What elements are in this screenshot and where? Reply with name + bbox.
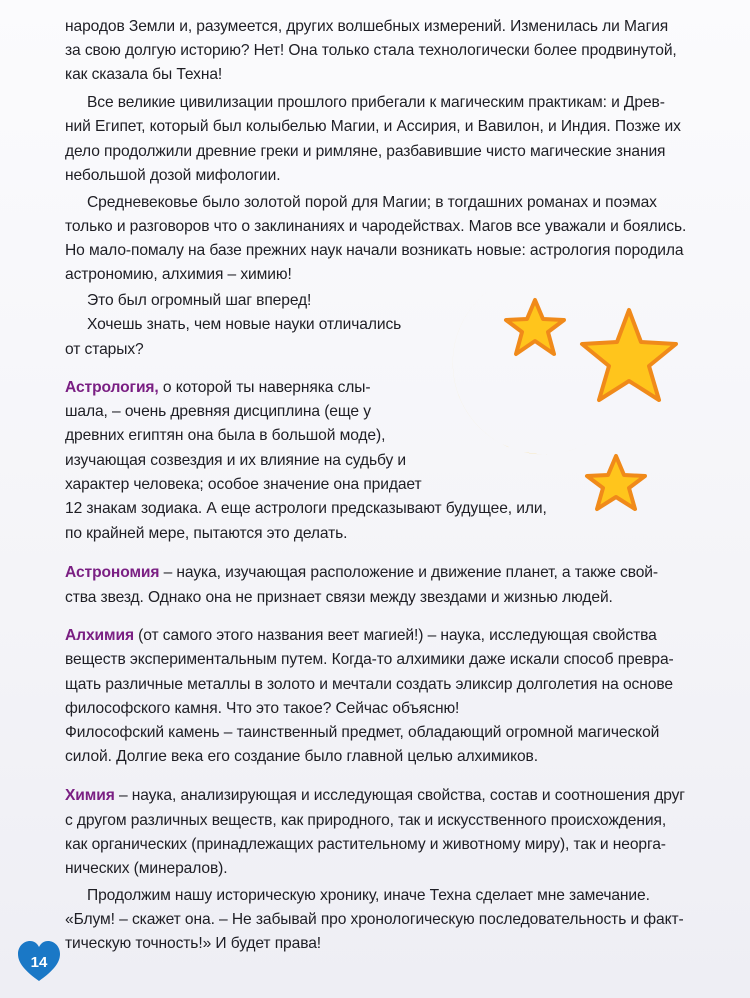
crescent-moon-icon: [447, 276, 608, 464]
text-line: веществ экспериментальным путем. Когда-то алхимики даже искали способ превра-: [65, 651, 674, 668]
text-line: древних египтян она была в большой моде),: [65, 427, 386, 444]
definition-text: – наука, изучающая расположение и движение планет, а также свой-: [159, 564, 659, 581]
text-line: характер человека; особое значение она придает: [65, 476, 422, 493]
text-line: ства звезд. Однако она не признает связи между звездами и жизнью людей.: [65, 589, 613, 606]
text-line: Хочешь знать, чем новые науки отличались: [87, 316, 402, 333]
text-line: от старых?: [65, 341, 144, 358]
text-line: как органических (принадлежащих растительному и животному миру), так и неорга-: [65, 836, 666, 853]
term-alchemy: Алхимия: [65, 627, 134, 644]
text-line: силой. Долгие века его создание было главной целью алхимиков.: [65, 748, 538, 765]
text-line: Все великие цивилизации прошлого прибегали к магическим практикам: и Древ-: [87, 94, 665, 111]
text-line: 12 знакам зодиака. А еще астрологи предсказывают будущее, или,: [65, 500, 547, 517]
text-line: с другом различных веществ, как природного, так и искусственного происхождения,: [65, 812, 667, 829]
text-line: философского камня. Что это такое? Сейчас объясню!: [65, 700, 460, 717]
text-line: астрономию, алхимия – химию!: [65, 266, 292, 283]
text-line: ний Египет, который был колыбелью Магии, и Ассирия, и Вавилон, и Индия. Позже их: [65, 118, 681, 135]
text-line: [65, 377, 371, 399]
term-astrology: Астрология,: [65, 379, 159, 396]
moon-stars-illustration: [400, 268, 700, 518]
text-line: [65, 562, 658, 584]
text-line: изучающая созвездия и их влияние на судьбу и: [65, 452, 407, 469]
star-icon: [506, 300, 564, 354]
term-astronomy: Астрономия: [65, 564, 160, 581]
page-number: 14: [30, 954, 48, 971]
text-line: только и разговоров что о заклинаниях и чародействах. Магов все уважали и боялись.: [65, 218, 687, 235]
text-line: тическую точность!» И будет права!: [65, 935, 322, 952]
definition-text: о которой ты наверняка слы-: [158, 379, 371, 396]
text-line: нических (минералов).: [65, 860, 228, 877]
definition-text: (от самого этого названия веет магией!) – наука, исследующая свойства: [133, 627, 657, 644]
text-line: народов Земли и, разумеется, других волшебных измерений. Изменилась ли Магия: [65, 18, 669, 35]
text-line: «Блум! – скажет она. – Не забывай про хронологическую последовательность и факт-: [65, 911, 684, 928]
text-line: Философский камень – таинственный предмет, обладающий огромной магической: [65, 724, 660, 741]
text-line: Это был огромный шаг вперед!: [87, 292, 312, 309]
text-line: шала, – очень древняя дисциплина (еще у: [65, 403, 371, 420]
text-line: как сказала бы Техна!: [65, 66, 223, 83]
text-line: дело продолжили древние греки и римляне, разбавившие чисто магические знания: [65, 143, 666, 160]
star-icon: [582, 310, 676, 400]
text-line: [65, 785, 685, 807]
text-line: по крайней мере, пытаются это делать.: [65, 525, 348, 542]
text-line: Но мало-помалу на базе прежних наук начали возникать новые: астрология породила: [65, 242, 684, 259]
star-icon: [587, 456, 645, 509]
text-line: щать различные металлы в золото и мечтали создать эликсир долголетия на основе: [65, 676, 673, 693]
text-line: за свою долгую историю? Нет! Она только стала технологически более продвинутой,: [65, 42, 677, 59]
text-line: Продолжим нашу историческую хронику, иначе Техна сделает мне замечание.: [87, 887, 650, 904]
text-line: небольшой дозой мифологии.: [65, 167, 281, 184]
text-line: Средневековье было золотой порой для Магии; в тогдашних романах и поэмах: [87, 194, 657, 211]
term-chemistry: Химия: [65, 787, 115, 804]
text-line: [65, 625, 657, 647]
definition-text: – наука, анализирующая и исследующая свойства, состав и соотношения друг: [114, 787, 685, 804]
